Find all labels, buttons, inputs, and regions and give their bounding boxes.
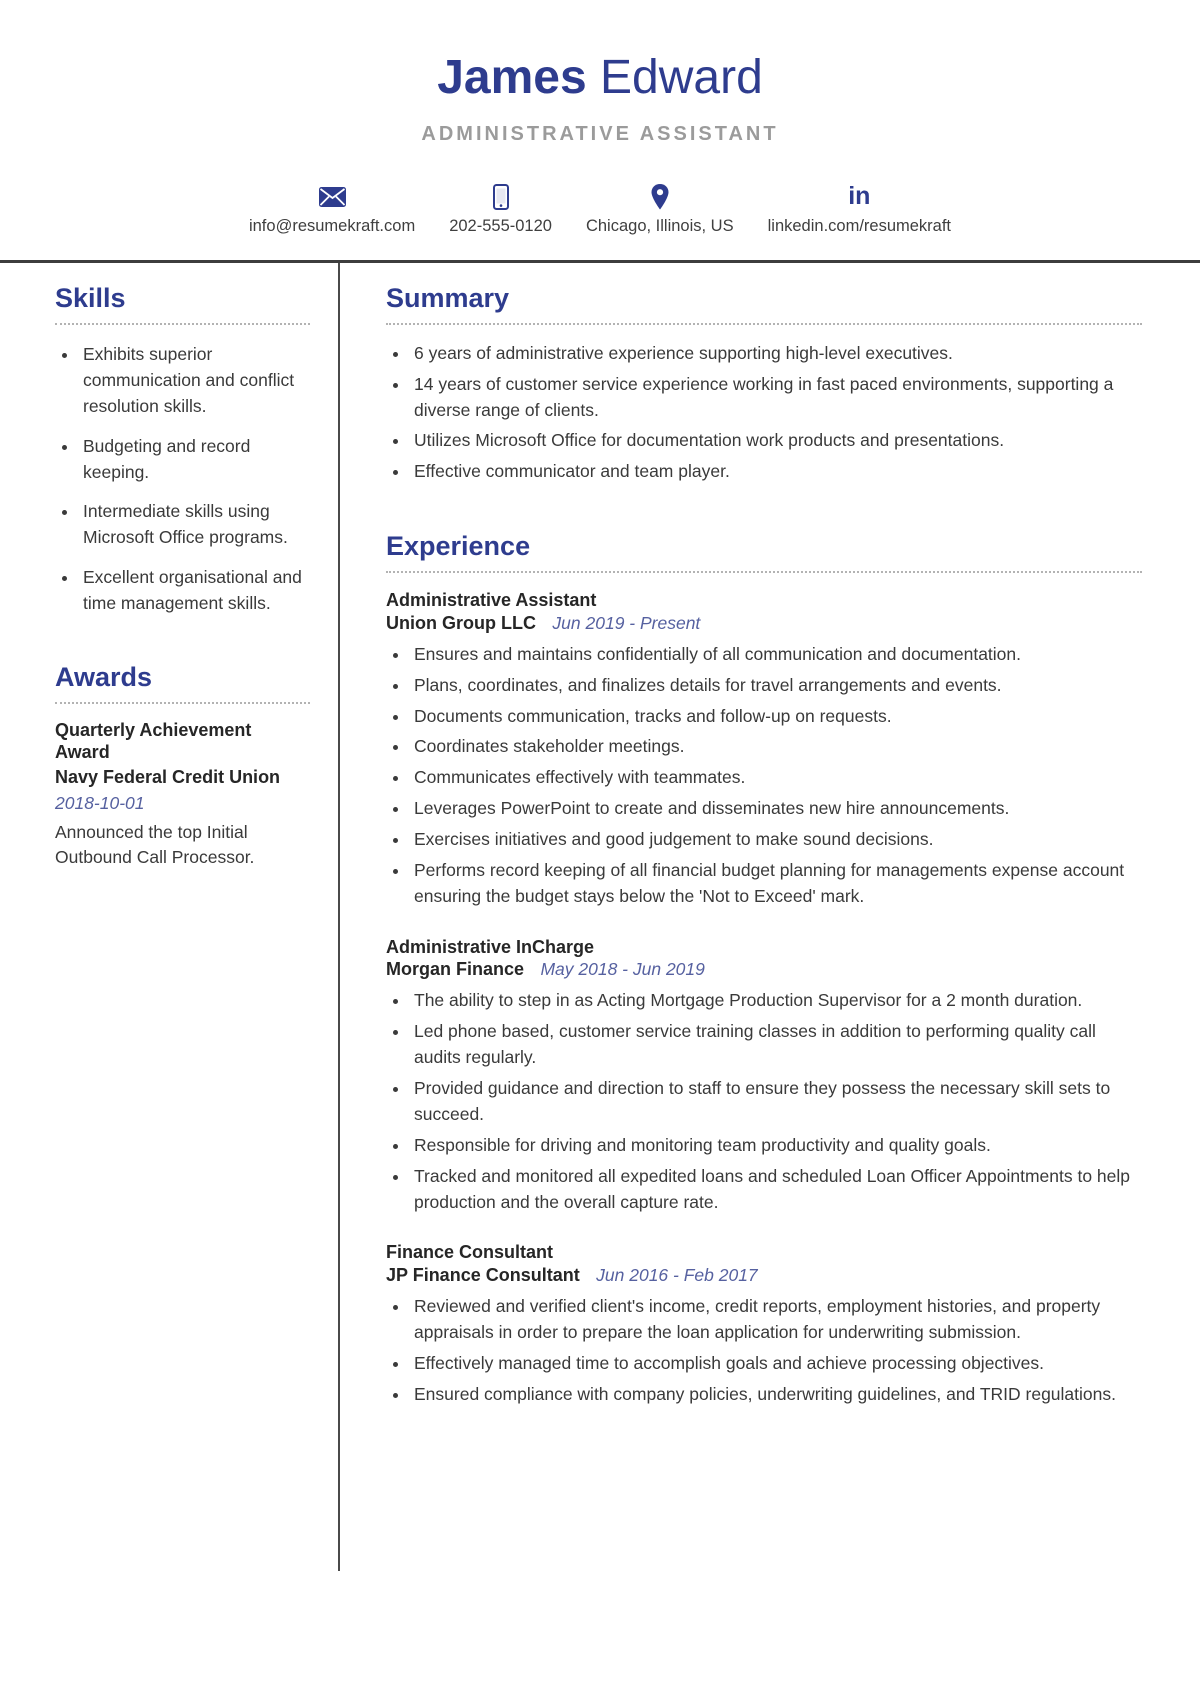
job-entry-union-group	[386, 589, 1142, 910]
job-title: Administrative Assistant	[386, 590, 597, 611]
skill-item: • Intermediate skills using Microsoft Office programs.	[79, 498, 310, 551]
experience-section	[386, 531, 1142, 1407]
job-bullet: • Led phone based, customer service training classes in addition to performing quality call audits regularly.	[410, 1019, 1142, 1071]
summary-list	[386, 341, 1142, 485]
job-bullet: • Documents communication, tracks and follow-up on requests.	[410, 704, 1142, 730]
contact-phone	[449, 184, 552, 236]
first-name: James	[437, 51, 587, 104]
last-name: Edward	[600, 51, 763, 104]
candidate-job-title: ADMINISTRATIVE ASSISTANT	[421, 122, 779, 145]
contact-row	[0, 184, 1200, 236]
job-bullet: • Plans, coordinates, and finalizes details for travel arrangements and events.	[410, 673, 1142, 699]
award-organization: Navy Federal Credit Union	[55, 767, 281, 788]
skill-item: • Excellent organisational and time management skills.	[79, 564, 310, 617]
skill-item: • Budgeting and record keeping.	[79, 433, 310, 486]
job-bullet: • Ensures and maintains confidentially of all communication and documentation.	[410, 642, 1142, 668]
skills-list	[55, 341, 310, 616]
summary-item: • Utilizes Microsoft Office for documentation work products and presentations.	[410, 428, 1142, 454]
job-bullet: • Exercises initiatives and good judgement to make sound decisions.	[410, 827, 1142, 853]
job-bullet: • Communicates effectively with teammates.	[410, 765, 1142, 791]
candidate-name	[0, 52, 1200, 105]
contact-email	[249, 184, 415, 236]
job-bullets	[386, 988, 1142, 1215]
phone-text: 202-555-0120	[449, 216, 552, 235]
job-entry-morgan-finance	[386, 936, 1142, 1216]
left-column	[0, 263, 338, 1571]
job-title: Administrative InCharge	[386, 936, 595, 957]
resume-body	[0, 263, 1200, 1571]
job-company-line	[386, 1264, 1142, 1287]
email-icon	[319, 184, 346, 210]
job-company: Union Group LLC	[386, 612, 536, 633]
contact-linkedin	[768, 184, 951, 236]
job-bullet: • Provided guidance and direction to staff to ensure they possess the necessary skill sets to succeed.	[410, 1076, 1142, 1128]
job-bullet: • Tracked and monitored all expedited loans and scheduled Loan Officer Appointments to help production and the overall capture rate.	[410, 1164, 1142, 1216]
award-entry	[55, 720, 310, 871]
job-dates: May 2018 - Jun 2019	[540, 959, 705, 980]
summary-item: • 6 years of administrative experience supporting high-level executives.	[410, 341, 1142, 367]
job-bullet: • Ensured compliance with company policies, underwriting guidelines, and TRID regulations.	[410, 1382, 1142, 1408]
job-bullet: • Reviewed and verified client's income, credit reports, employment histories, and property appraisals in order to prepare the loan application for underwriting submission.	[410, 1294, 1142, 1346]
job-bullet: • Performs record keeping of all financial budget planning for managements expense account ensuring the budget stays below the 'Not to Exceed' mark.	[410, 858, 1142, 910]
job-dates: Jun 2019 - Present	[552, 612, 701, 633]
job-company: JP Finance Consultant	[386, 1264, 580, 1285]
linkedin-icon: in	[848, 182, 871, 211]
experience-heading: Experience	[386, 531, 1142, 573]
location-text: Chicago, Illinois, US	[585, 216, 734, 235]
job-bullet: • Leverages PowerPoint to create and disseminates new hire announcements.	[410, 796, 1142, 822]
job-entry-jp-finance	[386, 1241, 1142, 1407]
job-company-line	[386, 612, 1142, 635]
job-bullet: • Responsible for driving and monitoring team productivity and quality goals.	[410, 1133, 1142, 1159]
right-column	[340, 263, 1200, 1571]
skills-heading: Skills	[55, 283, 310, 325]
award-title: Quarterly Achievement Award	[55, 720, 252, 762]
job-bullet: • Coordinates stakeholder meetings.	[410, 734, 1142, 760]
summary-heading: Summary	[386, 283, 1142, 325]
job-bullets	[386, 642, 1142, 910]
job-bullets	[386, 1294, 1142, 1408]
job-company-line	[386, 958, 1142, 981]
location-icon	[651, 184, 669, 210]
job-company: Morgan Finance	[386, 959, 525, 980]
award-date: 2018-10-01	[55, 792, 145, 813]
contact-location	[586, 184, 734, 236]
email-text: info@resumekraft.com	[248, 216, 416, 235]
skill-item: • Exhibits superior communication and conflict resolution skills.	[79, 341, 310, 420]
award-description: Announced the top Initial Outbound Call Processor.	[55, 821, 255, 868]
summary-section	[386, 283, 1142, 485]
phone-icon	[493, 184, 509, 210]
job-dates: Jun 2016 - Feb 2017	[596, 1264, 758, 1285]
awards-heading: Awards	[55, 662, 310, 704]
awards-section	[55, 662, 310, 871]
skills-section	[55, 283, 310, 616]
jobs-list	[386, 589, 1142, 1407]
summary-item: • Effective communicator and team player.	[410, 459, 1142, 485]
job-bullet: • The ability to step in as Acting Mortgage Production Supervisor for a 2 month duration.	[410, 988, 1142, 1014]
job-title: Finance Consultant	[386, 1242, 554, 1263]
linkedin-text: linkedin.com/resumekraft	[767, 216, 952, 235]
job-bullet: • Effectively managed time to accomplish goals and achieve processing objectives.	[410, 1351, 1142, 1377]
resume-header	[0, 0, 1200, 236]
summary-item: • 14 years of customer service experience working in fast paced environments, supporting a diverse range of clients.	[410, 372, 1142, 424]
